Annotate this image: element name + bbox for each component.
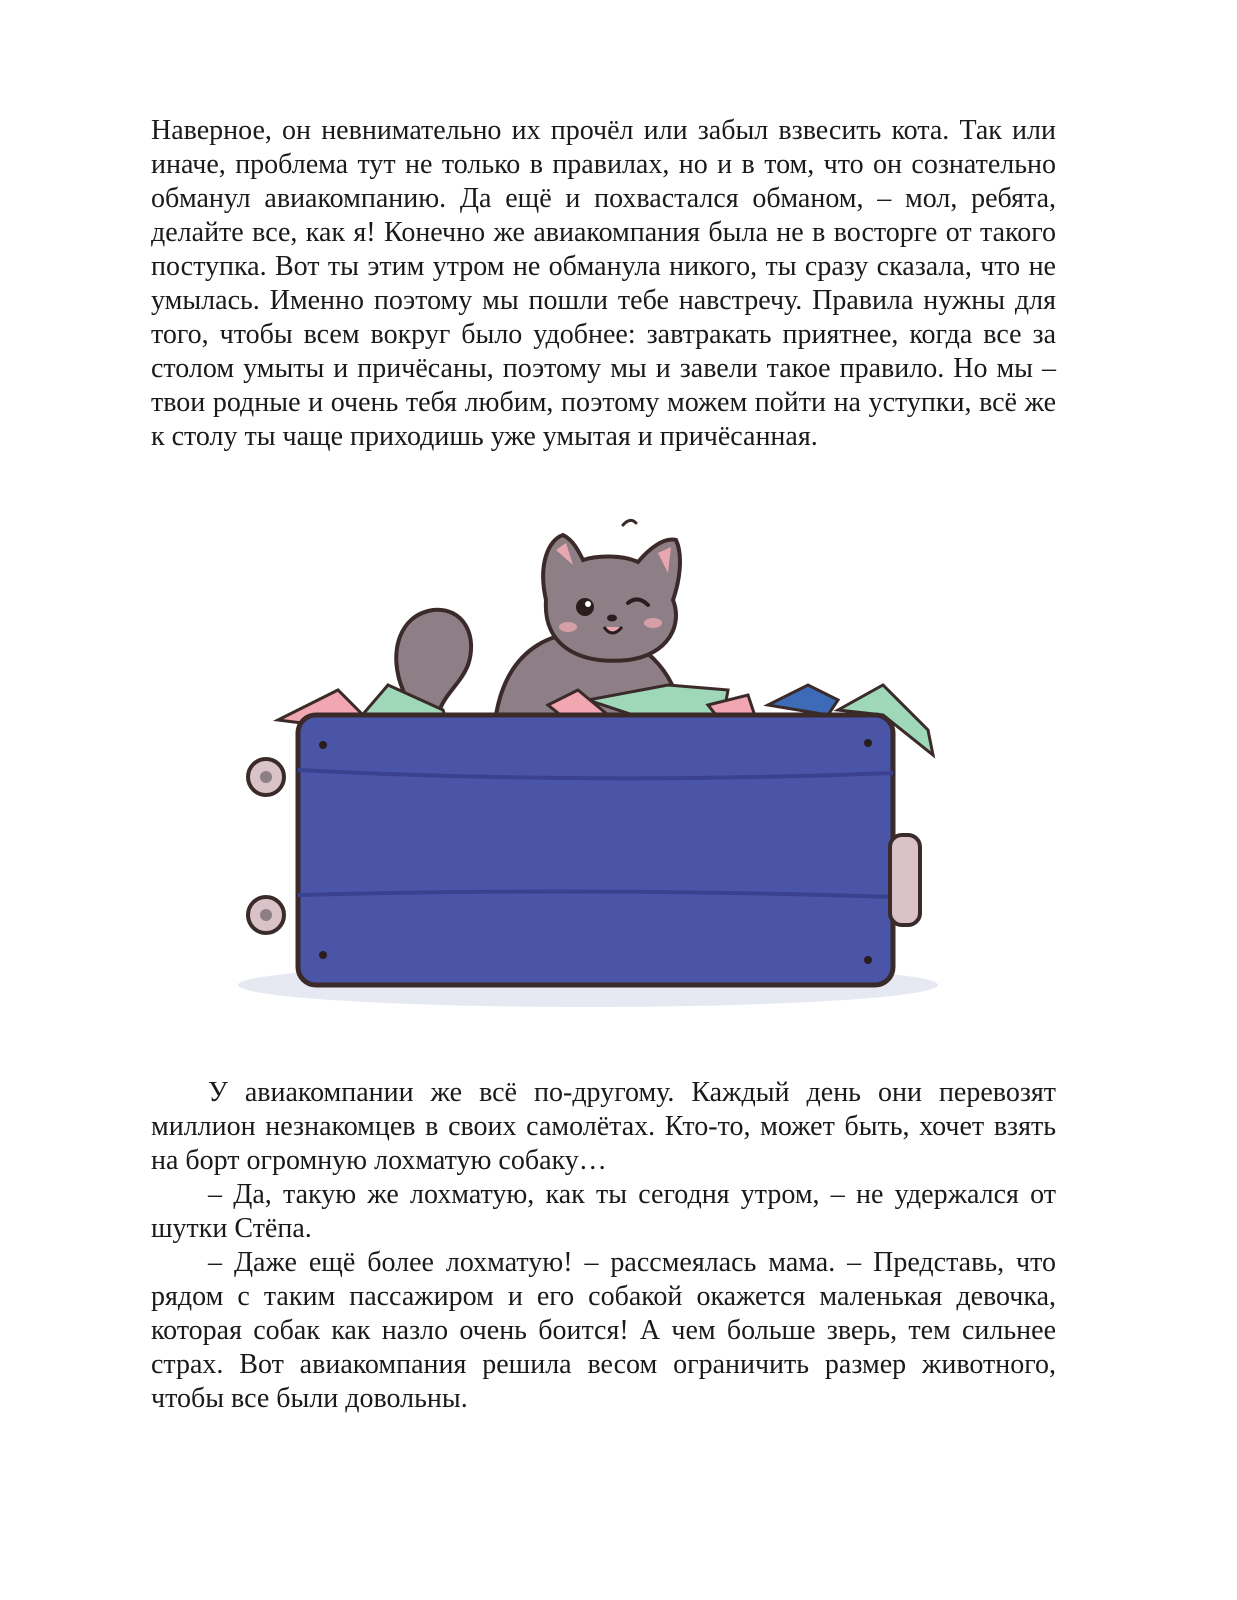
paragraph: Наверное, он невнимательно их прочёл или забыл взвесить кота. Так или иначе, проблема тут не только в правилах, но и в том, что он сознательно обманул авиакомпанию. Да ещё и похвастался обманом, – мол, ребята, делайте все, как я! Конечно же авиакомпания была не в восторге от такого поступка. Вот ты этим утром не обманула никого, ты сразу сказала, что не умылась. Именно поэтому мы пошли тебе навстречу. Правила нужны для того, чтобы всем вокруг было удобнее: завтракать приятнее, когда все за столом умыты и причёсаны, поэтому мы и завели такое правило. Но мы – твои родные и очень тебя любим, поэтому можем пойти на уступки, всё же к столу ты чаще приходишь уже умытая и причёсанная. xyxy=(151,115,1056,452)
cat-in-suitcase-illustration xyxy=(228,515,963,1040)
text-block-top xyxy=(151,114,1056,454)
paragraph: – Даже ещё более лохматую! – рассмеялась мама. – Представь, что рядом с таким пассажиром и его собакой окажется маленькая девочка, которая собак как назло очень боится! А чем больше зверь, тем сильнее страх. Вот авиакомпания решила весом ограничить размер животного, чтобы все были довольны. xyxy=(151,1247,1056,1414)
paragraph: У авиакомпании же всё по-другому. Каждый день они перевозят миллион незнакомцев в своих самолётах. Кто-то, может быть, хочет взять на борт огромную лохматую собаку… xyxy=(151,1077,1056,1176)
text-block-bottom xyxy=(151,1076,1056,1416)
suitcase xyxy=(298,715,893,985)
paragraph: – Да, такую же лохматую, как ты сегодня утром, – не удержался от шутки Стёпа. xyxy=(151,1179,1056,1244)
